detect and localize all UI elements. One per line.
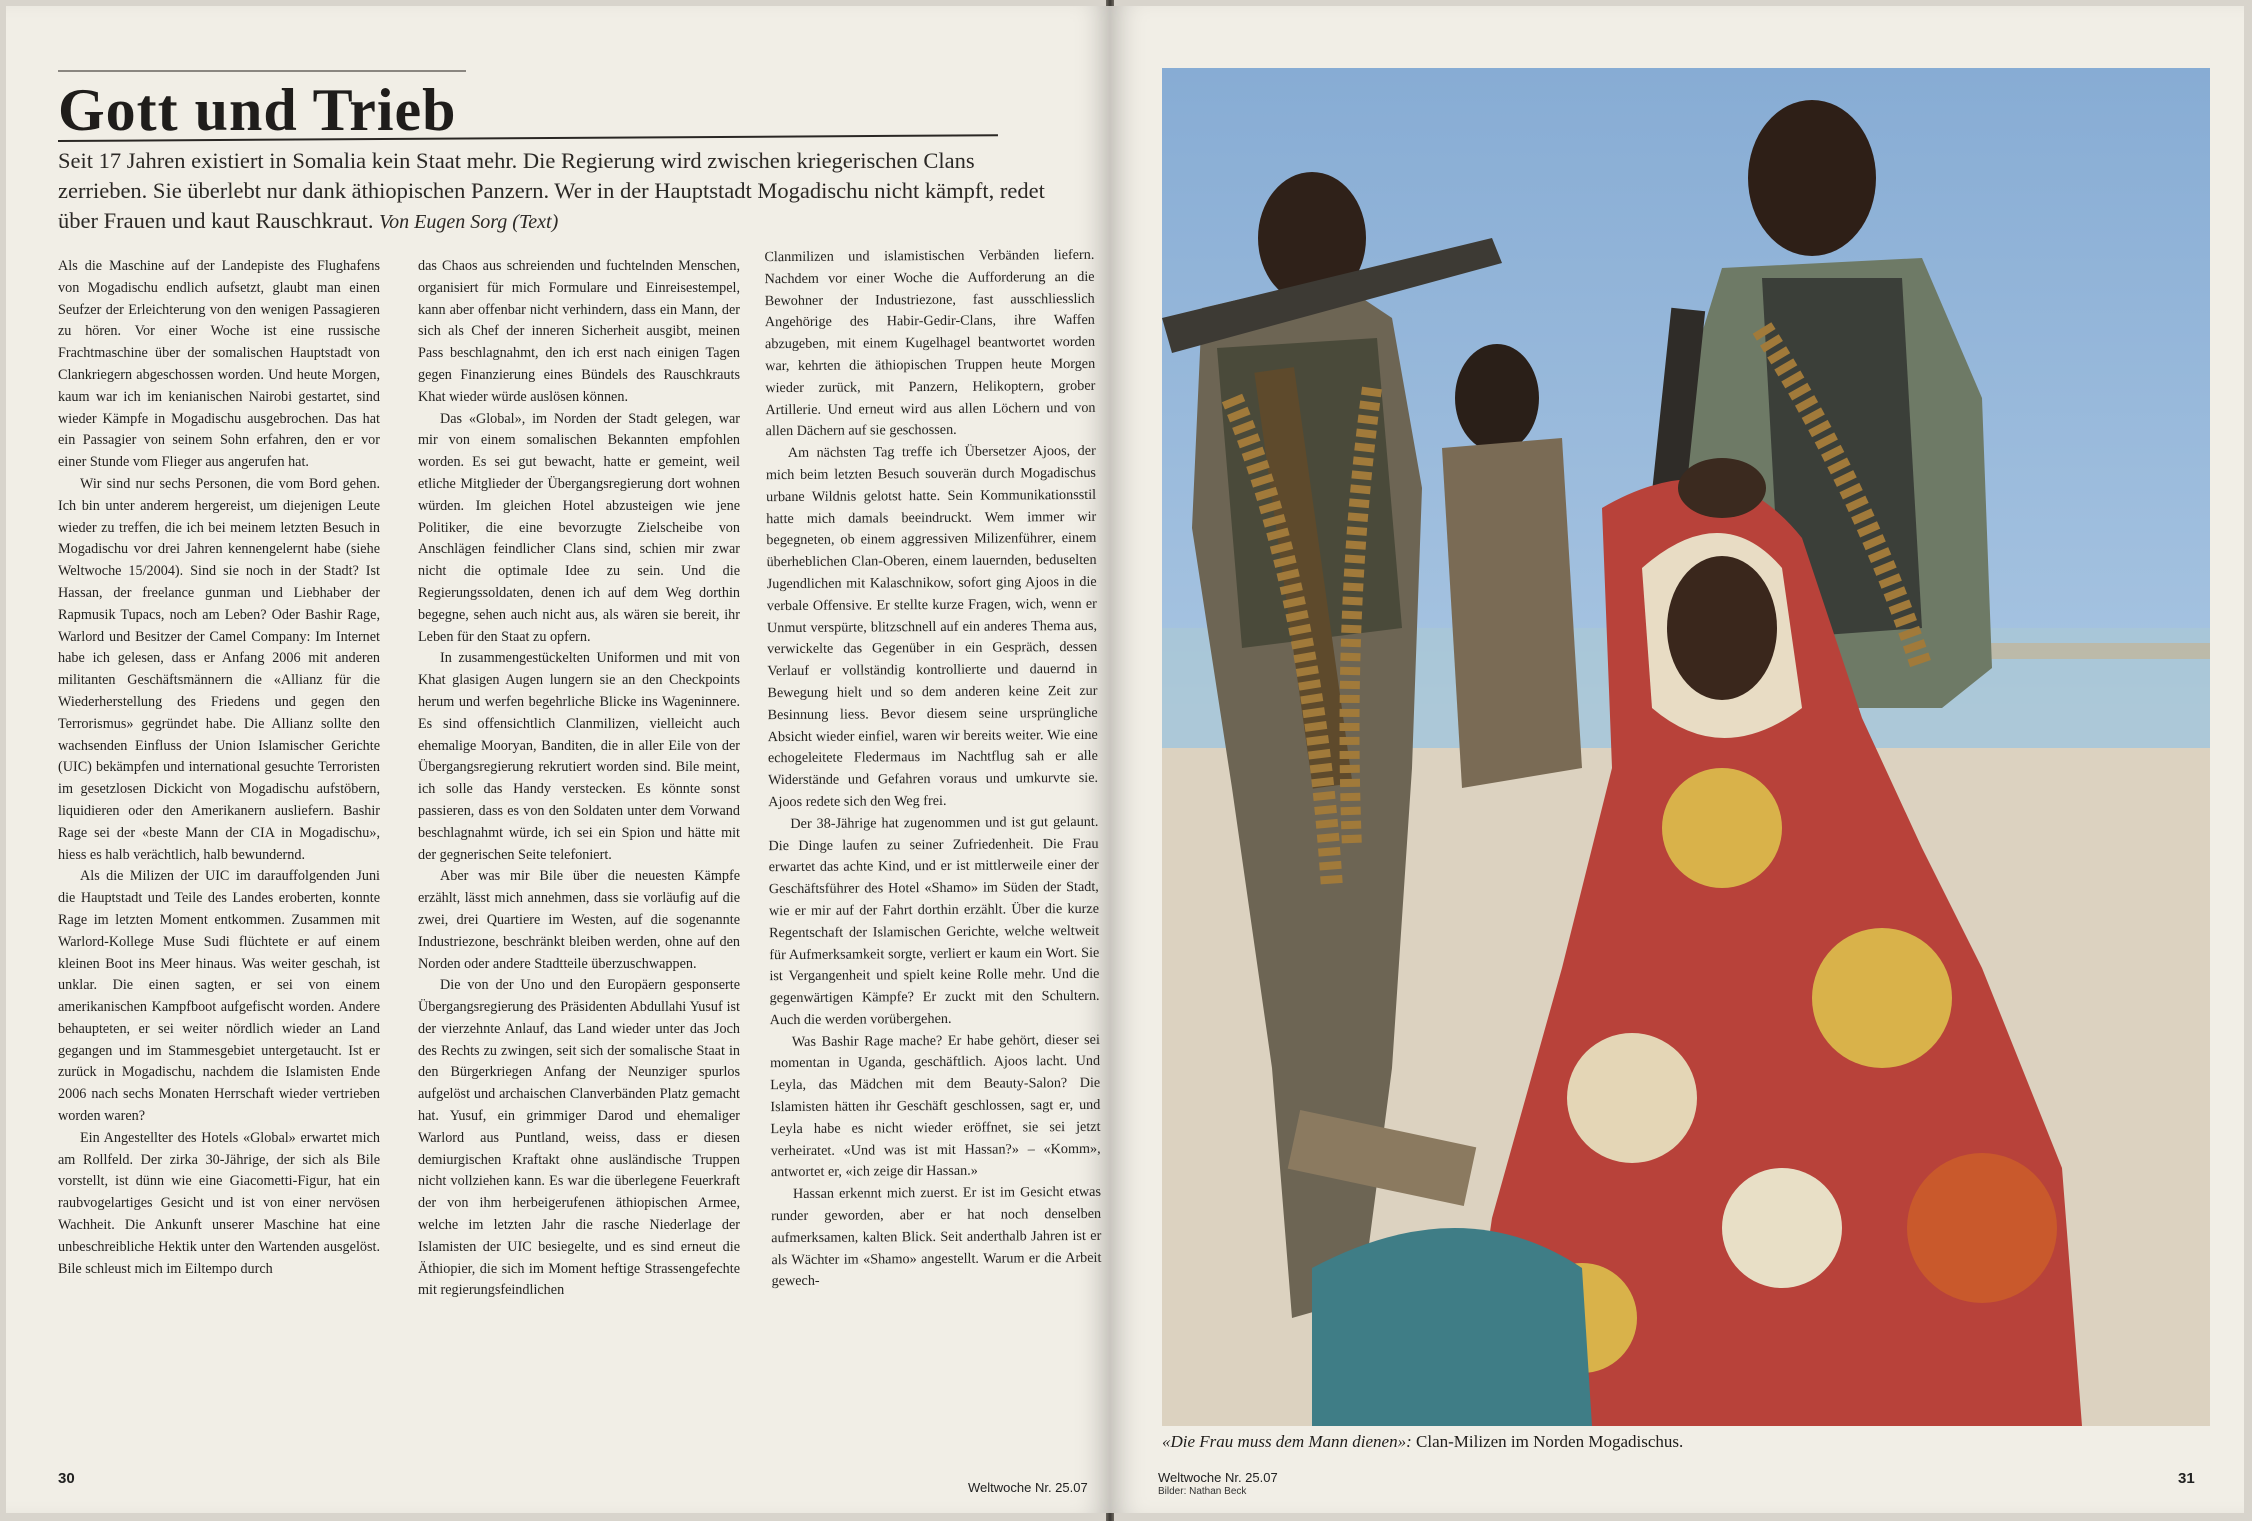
issue-label-right: Weltwoche Nr. 25.07 <box>1158 1470 1278 1485</box>
paragraph: Wir sind nur sechs Personen, die vom Bord gehen. Ich bin unter anderem hergereist, um diejenigen Leute wieder zu treffen, die ich bei meinem letzten Besuch in Mogadischu vor drei Jahren kennengelernt habe (siehe Weltwoche 15/2004). Sind sie noch in der Stadt? Ist Hassan, der freelance gunman und Liebhaber der Rapmusik Tupacs, noch am Leben? Oder Bashir Rage, Warlord und Besitzer der Camel Company: Im Internet habe ich gelesen, dass er Anfang 2006 mit anderen militanten Geschäftsmännern die «Allianz für die Wiederherstellung des Friedens und gegen den Terrorismus» gegründet habe. Die Allianz sollte den wachsenden Einfluss der Union Islamischer Gerichte (UIC) bekämpfen und international gesuchte Terroristen im gesetzlosen Dickicht von Mogadischu aufstöbern, liquidieren oder den Amerikanern ausliefern. Bashir Rage sei der «beste Mann der CIA in Mogadischu», hiess es halb verächtlich, halb bewundernd. <box>58 475 380 863</box>
caption-quote: «Die Frau muss dem Mann dienen»: <box>1162 1432 1412 1451</box>
text-column-2 <box>418 256 740 1302</box>
standfirst-text: Seit 17 Jahren existiert in Somalia kein Staat mehr. Die Regierung wird zwischen kriegerischen Clans zerrieben. Sie überlebt nur dank äthiopischen Panzern. Wer in der Hauptstadt Mogadischu nicht kämpft, redet über Frauen und kaut Rauschkraut. <box>58 148 1045 233</box>
text-column-3 <box>764 245 1101 1294</box>
paragraph: Die von der Uno und den Europäern gesponserte Übergangsregierung des Präsidenten Abdullahi Yusuf ist der vierzehnte Anlauf, das Land wieder unter das Joch des Rechts zu zwingen, seit sich der somalische Staat in den Bürgerkriegen Anfang der Neunziger spurlos aufgelöst und archaischen Clanverbänden Platz gemacht hat. Yusuf, ein grimmiger Darod und ehemaliger Warlord aus Puntland, weiss, dass er diesen demiurgischen Kraftakt ohne ausländische Truppen nicht vollziehen kann. Es war die überlegene Feuerkraft der von ihm herbeigerufenen äthiopischen Armee, welche im letzten Jahr die rasche Niederlage der Islamisten der UIC besiegelte, und es sind erneut die Äthiopier, die sich im Moment heftige Strassengefechte mit regierungsfeindlichen <box>418 977 740 1299</box>
paragraph: Als die Milizen der UIC im darauffolgenden Juni die Hauptstadt und Teile des Landes eroberten, konnte Rage im letzten Moment entkommen. Zusammen mit Warlord-Kollege Muse Sudi flüchtete er auf einem kleinen Boot ins Meer hinaus. Was weiter geschah, ist unklar. Die einen sagten, er sei von einem amerikanischen Kampfboot aufgefischt worden. Andere behaupteten, er sei weiter nördlich wieder an Land gegangen und im Stammesgebiet untergetaucht. Ist er zurück in Mogadischu, nachdem die Islamisten Ende 2006 nach sechs Monaten Herrschaft wieder vertrieben worden waren? <box>58 868 380 1125</box>
paragraph: Hassan erkennt mich zuerst. Er ist im Gesicht etwas runder geworden, aber er hat noch denselben aufmerksamen, kalten Blick. Seit anderthalb Jahren ist er als Wächter im «Shamo» angestellt. Warum er die Arbeit gewech- <box>771 1184 1102 1290</box>
issue-label-left: Weltwoche Nr. 25.07 <box>968 1480 1088 1495</box>
left-page <box>6 6 1110 1513</box>
paragraph: Das «Global», im Norden der Stadt gelegen, war mir von einem somalischen Bekannten empfohlen worden. Es sei gut bewacht, hatte er gemeint, weil etliche Mitglieder der Übergangsregierung dort wohnen würden. Im gleichen Hotel abzusteigen wie jene Politiker, die eine bevorzugte Zielscheibe von Anschlägen feindlicher Clans sind, schien mir zwar nicht die optimale Idee zu sein. Und die Regierungssoldaten, denen ich auf dem Weg dorthin begegne, sehen auch nicht aus, als wären sie bereit, ihr Leben für den Staat zu opfern. <box>418 410 740 645</box>
photo-credit: Bilder: Nathan Beck <box>1158 1486 1247 1497</box>
paragraph: das Chaos aus schreienden und fuchtelnden Menschen, organisiert für mich Formulare und Einreisestempel, kann aber offenbar nicht verhindern, dass ein Mann, der sich als Chef der inneren Sicherheit ausgibt, meinen Pass beschlagnahmt, den ich erst nach einigen Tagen gegen Finanzierung eines Bündels des Rauschkrauts Khat wieder würde auslösen können. <box>418 258 740 405</box>
photo-illustration <box>1162 68 2210 1426</box>
paragraph: Am nächsten Tag treffe ich Übersetzer Ajoos, der mich beim letzten Besuch souverän durch Mogadischus urbane Wildnis gelotst hatte. Sein Kommunikationsstil hatte mich damals beeindruckt. Wem immer wir begegneten, ob einem aggressiven Milizenführer, einem überheblichen Clan-Oberen, einem lauernden, beduselten Jugendlichen mit Kalaschnikow, sofort ging Ajoos in die verbale Offensive. Er stellte kurze Fragen, wich, wenn er Unmut verspürte, blitzschnell auf ein anderes Thema aus, verwickelte das Gegenüber in ein Gespräch, dessen Verlauf er vollständig kontrollierte und dauernd in Bewegung hielt und so dem anderen keine Zeit zur Besinnung liess. Bevor diesem seine ursprüngliche Absicht wieder einfiel, waren wir bereits weiter. Wie eine echogeleitete Fledermaus im Nachtflug sah er alle Widerstände und Gefahren voraus und umkurvte sie. Ajoos redete sich den Weg frei. <box>765 443 1099 811</box>
caption-text: Clan-Milizen im Norden Mogadischus. <box>1411 1432 1684 1451</box>
paragraph: In zusammengestückelten Uniformen und mit von Khat glasigen Augen lungern sie an den Checkpoints herum und werfen begehrliche Blicke ins Wageninnere. Es sind offensichtlich Clanmilizen, vielleicht auch ehemalige Mooryan, Banditen, die in aller Eile von der Übergangsregierung rekrutiert worden sind. Bile meint, ich solle das Handy verstecken. Es könnte sonst passieren, dass es von den Soldaten unter dem Vorwand beschlagnahmt würde, ich sei ein Spion und hätte mit der gegnerischen Seite telefoniert. <box>418 650 740 863</box>
page-number-left: 30 <box>58 1470 75 1487</box>
paragraph: Aber was mir Bile über die neuesten Kämpfe erzählt, lässt mich annehmen, dass sie vorläufig auf die zwei, drei Quartiere im Westen, auf die sogenannte Industriezone, beschränkt bleiben werden, ohne auf den Norden oder andere Stadtteile überzuschwappen. <box>418 868 740 972</box>
paragraph: Ein Angestellter des Hotels «Global» erwartet mich am Rollfeld. Der zirka 30-Jährige, der sich als Bile vorstellt, ist dünn wie eine Giacometti-Figur, hat ein raubvogelartiges Gesicht und ist von einer nervösen Wachheit. Die Ankunft unserer Maschine hat eine unbeschreibliche Hektik unter den Wartenden ausgelöst. Bile schleust mich im Eiltempo durch <box>58 1129 380 1277</box>
paragraph: Als die Maschine auf der Landepiste des Flughafens von Mogadischu endlich aufsetzt, glaubt man einen Seufzer der Erleichterung von den wenigen Passagieren zu hören. Vor einer Woche ist eine russische Frachtmaschine über der somalischen Hauptstadt von Clankriegern abgeschossen worden. Und heute Morgen, kaum war ich im kenianischen Nairobi gestartet, sind wieder Kämpfe in Mogadischu ausgebrochen. Das hat ein Passagier von seinem Sohn erfahren, den er vor einer Stunde vom Flieger aus angerufen hat. <box>58 258 380 471</box>
page-number-right: 31 <box>2178 1470 2195 1487</box>
paragraph: Der 38-Jährige hat zugenommen und ist gut gelaunt. Die Dinge laufen zu seiner Zufriedenheit. Die Frau erwartet das achte Kind, und er ist mittlerweile einer der Geschäftsführer des Hotel «Shamo» im Süden der Stadt, wie er mir auf der Fahrt dorthin erzählt. Über die kurze Regentschaft der Islamischen Gerichte, welche weltweit für Aufmerksamkeit sorgte, verliert er kaum ein Wort. Sie ist Vergangenheit und spielt keine Rolle mehr. Und die gegenwärtigen Kämpfe? Er zuckt mit den Schultern. Auch die werden vorübergehen. <box>768 813 1100 1029</box>
article-headline: Gott und Trieb <box>58 77 457 143</box>
article-byline: Von Eugen Sorg (Text) <box>379 211 559 233</box>
headline-top-rule <box>58 70 466 72</box>
photo-clan-militia <box>1162 68 2210 1426</box>
paragraph: Clanmilizen und islamistischen Verbänden liefern. Nachdem vor einer Woche die Aufforderung an die Bewohner der Industriezone, fast ausschliesslich Angehörige des Habir-Gedir-Clans, ihre Waffen abzugeben, mit einem Kugelhagel beantwortet worden war, kehrten die äthiopischen Truppen heute Morgen wieder zurück, mit Panzern, Helikoptern, grober Artillerie. Und erneut wird aus allen Löchern und von allen Dächern auf sie geschossen. <box>764 246 1096 440</box>
right-page <box>1110 6 2244 1513</box>
photo-caption <box>1162 1432 2202 1452</box>
paragraph: Was Bashir Rage mache? Er habe gehört, dieser sei momentan in Uganda, geschäftlich. Ajoos lacht. Und Leyla, das Mädchen mit dem Beauty-Salon? Die Islamisten hätten ihr Geschäft geschlossen, sagt er, und Leyla habe es nicht wieder eröffnet, sie sei jetzt verheiratet. «Und was ist mit Hassan?» – «Komm», antwortet er, «ich zeige dir Hassan.» <box>769 1031 1101 1181</box>
article-standfirst <box>58 146 1058 237</box>
text-column-1 <box>58 256 380 1280</box>
